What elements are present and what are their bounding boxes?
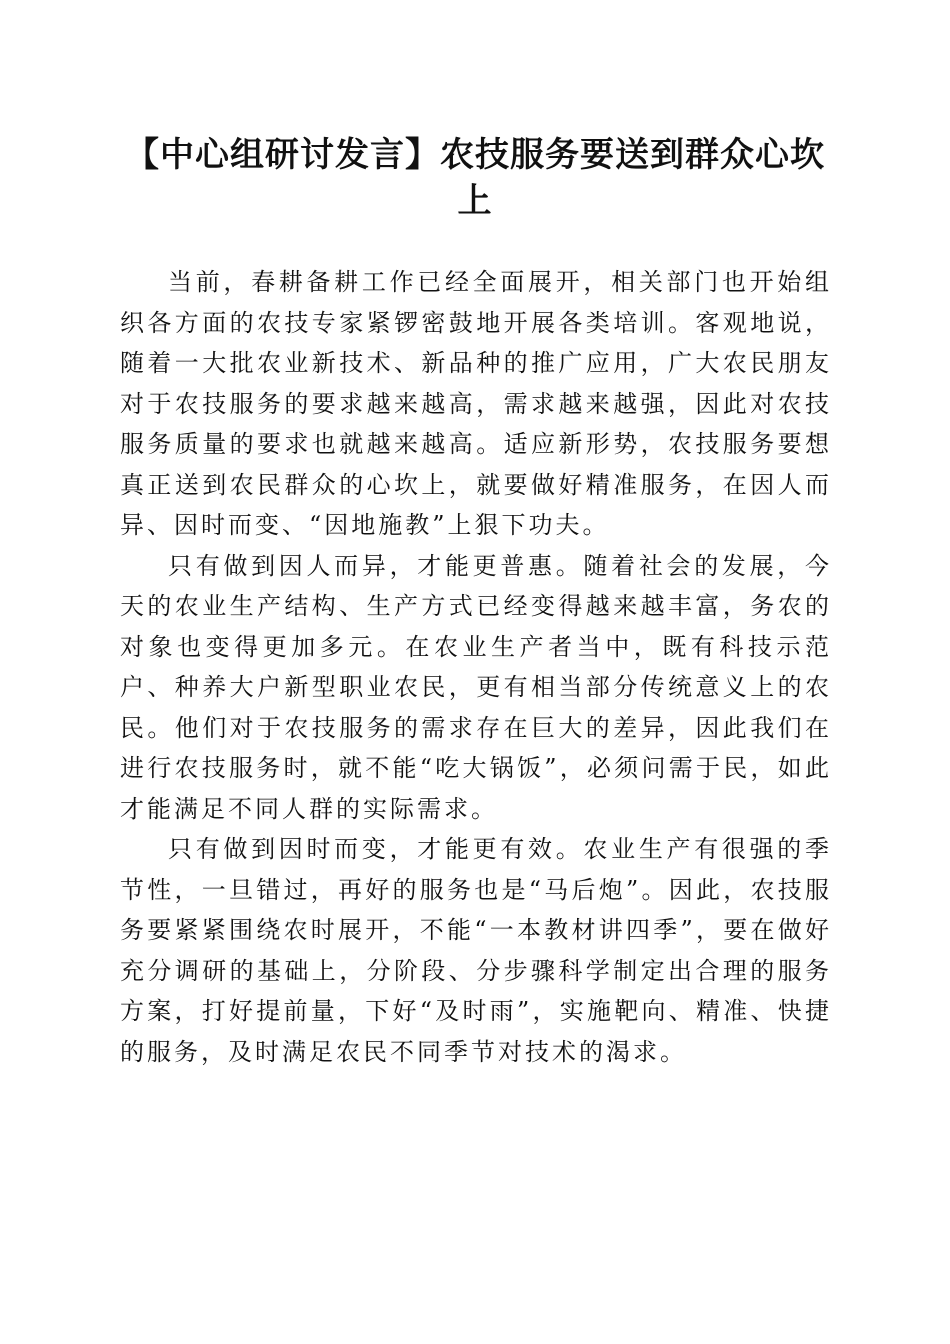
document-body bbox=[120, 262, 832, 1072]
paragraph-1: 当前，春耕备耕工作已经全面展开，相关部门也开始组织各方面的农技专家紧锣密鼓地开展各类培训。客观地说，随着一大批农业新技术、新品种的推广应用，广大农民朋友对于农技服务的要求越来越高，需求越来越强，因此对农技服务质量的要求也就越来越高。适应新形势，农技服务要想真正送到农民群众的心坎上，就要做好精准服务，在因人而异、因时而变、“因地施教”上狠下功夫。 bbox=[120, 268, 832, 539]
paragraph-3: 只有做到因时而变，才能更有效。农业生产有很强的季节性，一旦错过，再好的服务也是“马后炮”。因此，农技服务要紧紧围绕农时展开，不能“一本教材讲四季”，要在做好充分调研的基础上，分阶段、分步骤科学制定出合理的服务方案，打好提前量，下好“及时雨”，实施靶向、精准、快捷的服务，及时满足农民不同季节对技术的渴求。 bbox=[120, 835, 832, 1066]
document-title: 【中心组研讨发言】农技服务要送到群众心坎上 bbox=[125, 135, 825, 221]
paragraph-2: 只有做到因人而异，才能更普惠。随着社会的发展，今天的农业生产结构、生产方式已经变得越来越丰富，务农的对象也变得更加多元。在农业生产者当中，既有科技示范户、种养大户新型职业农民，更有相当部分传统意义上的农民。他们对于农技服务的需求存在巨大的差异，因此我们在进行农技服务时，就不能“吃大锅饭”，必须问需于民，如此才能满足不同人群的实际需求。 bbox=[120, 551, 832, 823]
